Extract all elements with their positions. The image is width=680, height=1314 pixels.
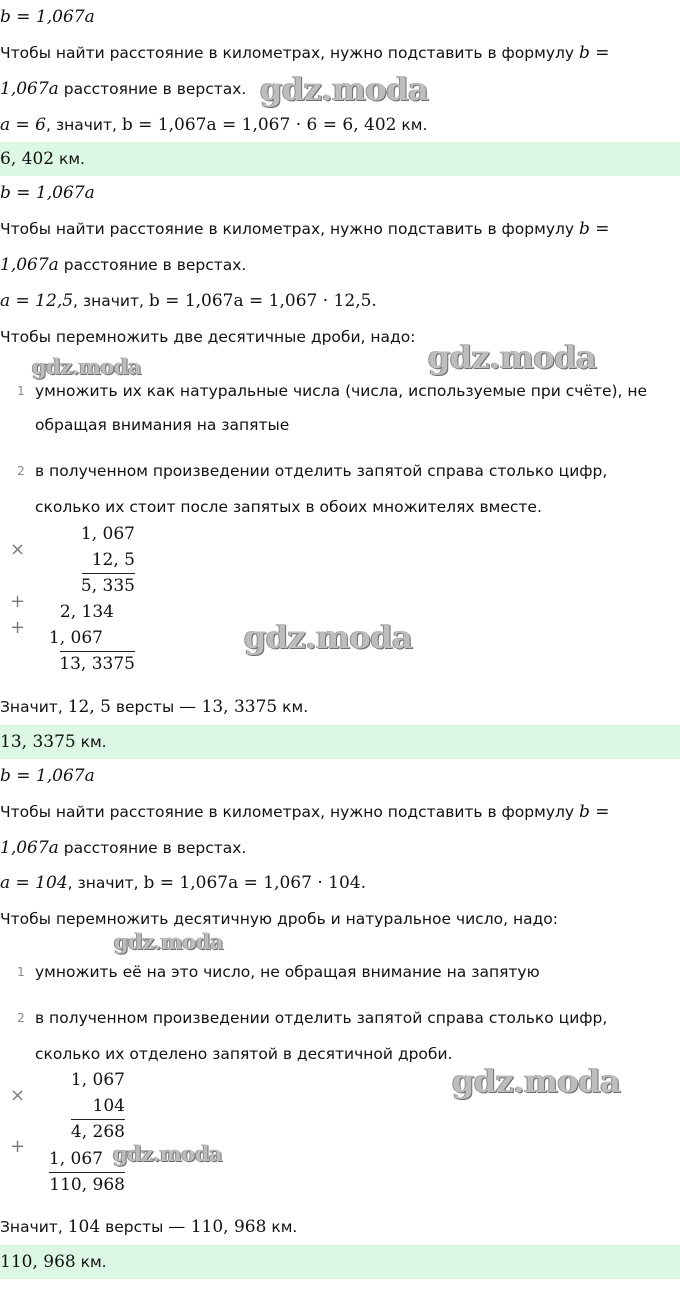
subst-text: , значит, <box>67 874 144 892</box>
subst-a: a = 104 <box>0 873 68 893</box>
calc-row: 1, 067 <box>80 524 135 544</box>
list-number: 2 <box>17 464 25 478</box>
conclusion-line <box>0 1212 680 1242</box>
intro-text-2: расстояние в верстах. <box>58 256 247 274</box>
formula: b = 1,067a <box>0 183 95 203</box>
answer-number: 6, 402 <box>0 149 55 169</box>
intro-formula-2: 1,067a <box>0 79 59 99</box>
subst-a: a = 12,5 <box>0 291 74 311</box>
watermark-logo: gdz.moda <box>114 929 224 954</box>
list-item-text: умножить её на это число, не обращая внимание на запятую <box>35 963 540 981</box>
calc-row: 12, 5 <box>91 550 135 570</box>
answer-unit: км. <box>54 150 85 168</box>
calc-row: 104 <box>92 1096 125 1116</box>
calc-row: 5, 335 <box>80 576 135 596</box>
subst-a: a = 6 <box>0 115 47 135</box>
answer-box <box>0 142 680 176</box>
intro-text-2: расстояние в верстах. <box>58 839 247 857</box>
watermark-logo: gdz.moda <box>244 618 413 656</box>
answer-unit: км. <box>75 733 107 751</box>
subst-expression: b = 1,067a = 1,067 · 104. <box>143 873 367 893</box>
intro-formula: b = <box>579 802 610 822</box>
answer-box <box>0 1245 680 1279</box>
list-item-text: в полученном произведении отделить запятой справа столько цифр, <box>35 1009 608 1027</box>
formula-line <box>0 2 680 32</box>
watermark-logo: gdz.moda <box>260 70 429 108</box>
intro-line <box>0 214 680 244</box>
subst-unit: км. <box>396 116 428 134</box>
intro-formula: b = <box>579 219 610 239</box>
subst-expression: b = 1,067a = 1,067 · 12,5. <box>148 291 377 311</box>
answer-box <box>0 725 680 759</box>
subst-text: , значит, <box>46 116 122 134</box>
substitution-line <box>0 868 680 898</box>
list-number: 1 <box>17 965 25 979</box>
subst-expression: b = 1,067a = 1,067 · 6 = 6, 402 <box>121 115 397 135</box>
intro-text-2: расстояние в верстах. <box>58 80 247 98</box>
watermark-logo: gdz.moda <box>113 1141 223 1166</box>
list-item-text: обращая внимания на запятые <box>35 416 290 434</box>
rule-title: Чтобы перемножить десятичную дробь и натуральное число, надо: <box>0 910 558 928</box>
plus-sign: + <box>10 1136 26 1157</box>
calc-row: 1, 067 <box>48 1149 103 1169</box>
conclusion-text: Значит, <box>0 698 68 716</box>
answer-number: 110, 968 <box>0 1252 76 1272</box>
intro-text: Чтобы найти расстояние в километрах, нужно подставить в формулу <box>0 44 580 62</box>
list-number: 1 <box>17 384 25 398</box>
conclusion-value: 12, 5 <box>67 697 111 717</box>
substitution-line <box>0 110 680 140</box>
formula-line <box>0 761 680 791</box>
intro-text: Чтобы найти расстояние в километрах, нужно подставить в формулу <box>0 803 580 821</box>
plus-sign: + <box>10 591 26 612</box>
conclusion-unit: км. <box>277 698 309 716</box>
calc-result: 110, 968 <box>49 1175 125 1195</box>
column-multiplication <box>0 520 200 680</box>
conclusion-value: 104 <box>67 1217 101 1237</box>
answer-number: 13, 3375 <box>0 732 76 752</box>
calc-row: 1, 067 <box>48 628 103 648</box>
rule-title: Чтобы перемножить две десятичные дроби, надо: <box>0 328 416 346</box>
watermark-logo: gdz.moda <box>428 338 597 376</box>
formula: b = 1,067a <box>0 766 95 786</box>
calc-row: 2, 134 <box>59 602 114 622</box>
plus-sign: + <box>10 617 26 638</box>
subst-text: , значит, <box>73 292 149 310</box>
conclusion-text: Значит, <box>0 1218 68 1236</box>
intro-text: Чтобы найти расстояние в километрах, нужно подставить в формулу <box>0 220 580 238</box>
list-item-text: умножить их как натуральные числа (числа, используемые при счёте), не <box>35 382 648 400</box>
calc-row: 4, 268 <box>70 1122 125 1142</box>
list-number: 2 <box>17 1011 25 1025</box>
intro-line-2 <box>0 833 680 863</box>
multiply-sign: × <box>10 539 26 560</box>
calc-result: 13, 3375 <box>59 654 135 674</box>
calc-row: 1, 067 <box>70 1070 125 1090</box>
conclusion-text: версты <box>100 1218 169 1236</box>
intro-formula-2: 1,067a <box>0 255 59 275</box>
formula-line <box>0 178 680 208</box>
formula: b = 1,067a <box>0 7 95 27</box>
column-multiplication <box>0 1067 200 1203</box>
intro-formula-2: 1,067a <box>0 838 59 858</box>
answer-unit: км. <box>75 1253 107 1271</box>
list-item-text: в полученном произведении отделить запятой справа столько цифр, <box>35 462 608 480</box>
intro-line-2 <box>0 74 680 104</box>
conclusion-text: версты <box>110 698 180 716</box>
list-item-text: сколько их стоит после запятых в обоих множителях вместе. <box>35 498 542 516</box>
conclusion-value: — 110, 968 <box>168 1217 267 1237</box>
intro-formula: b = <box>579 43 610 63</box>
watermark-logo: gdz.moda <box>452 1062 621 1100</box>
intro-line <box>0 38 680 68</box>
multiply-sign: × <box>10 1085 26 1106</box>
list-item-text: сколько их отделено запятой в десятичной дроби. <box>35 1045 453 1063</box>
conclusion-line <box>0 692 680 722</box>
intro-line-2 <box>0 250 680 280</box>
conclusion-value: — 13, 3375 <box>179 697 278 717</box>
substitution-line <box>0 286 680 316</box>
intro-line <box>0 797 680 827</box>
conclusion-unit: км. <box>266 1218 298 1236</box>
watermark-logo: gdz.moda <box>32 354 142 379</box>
